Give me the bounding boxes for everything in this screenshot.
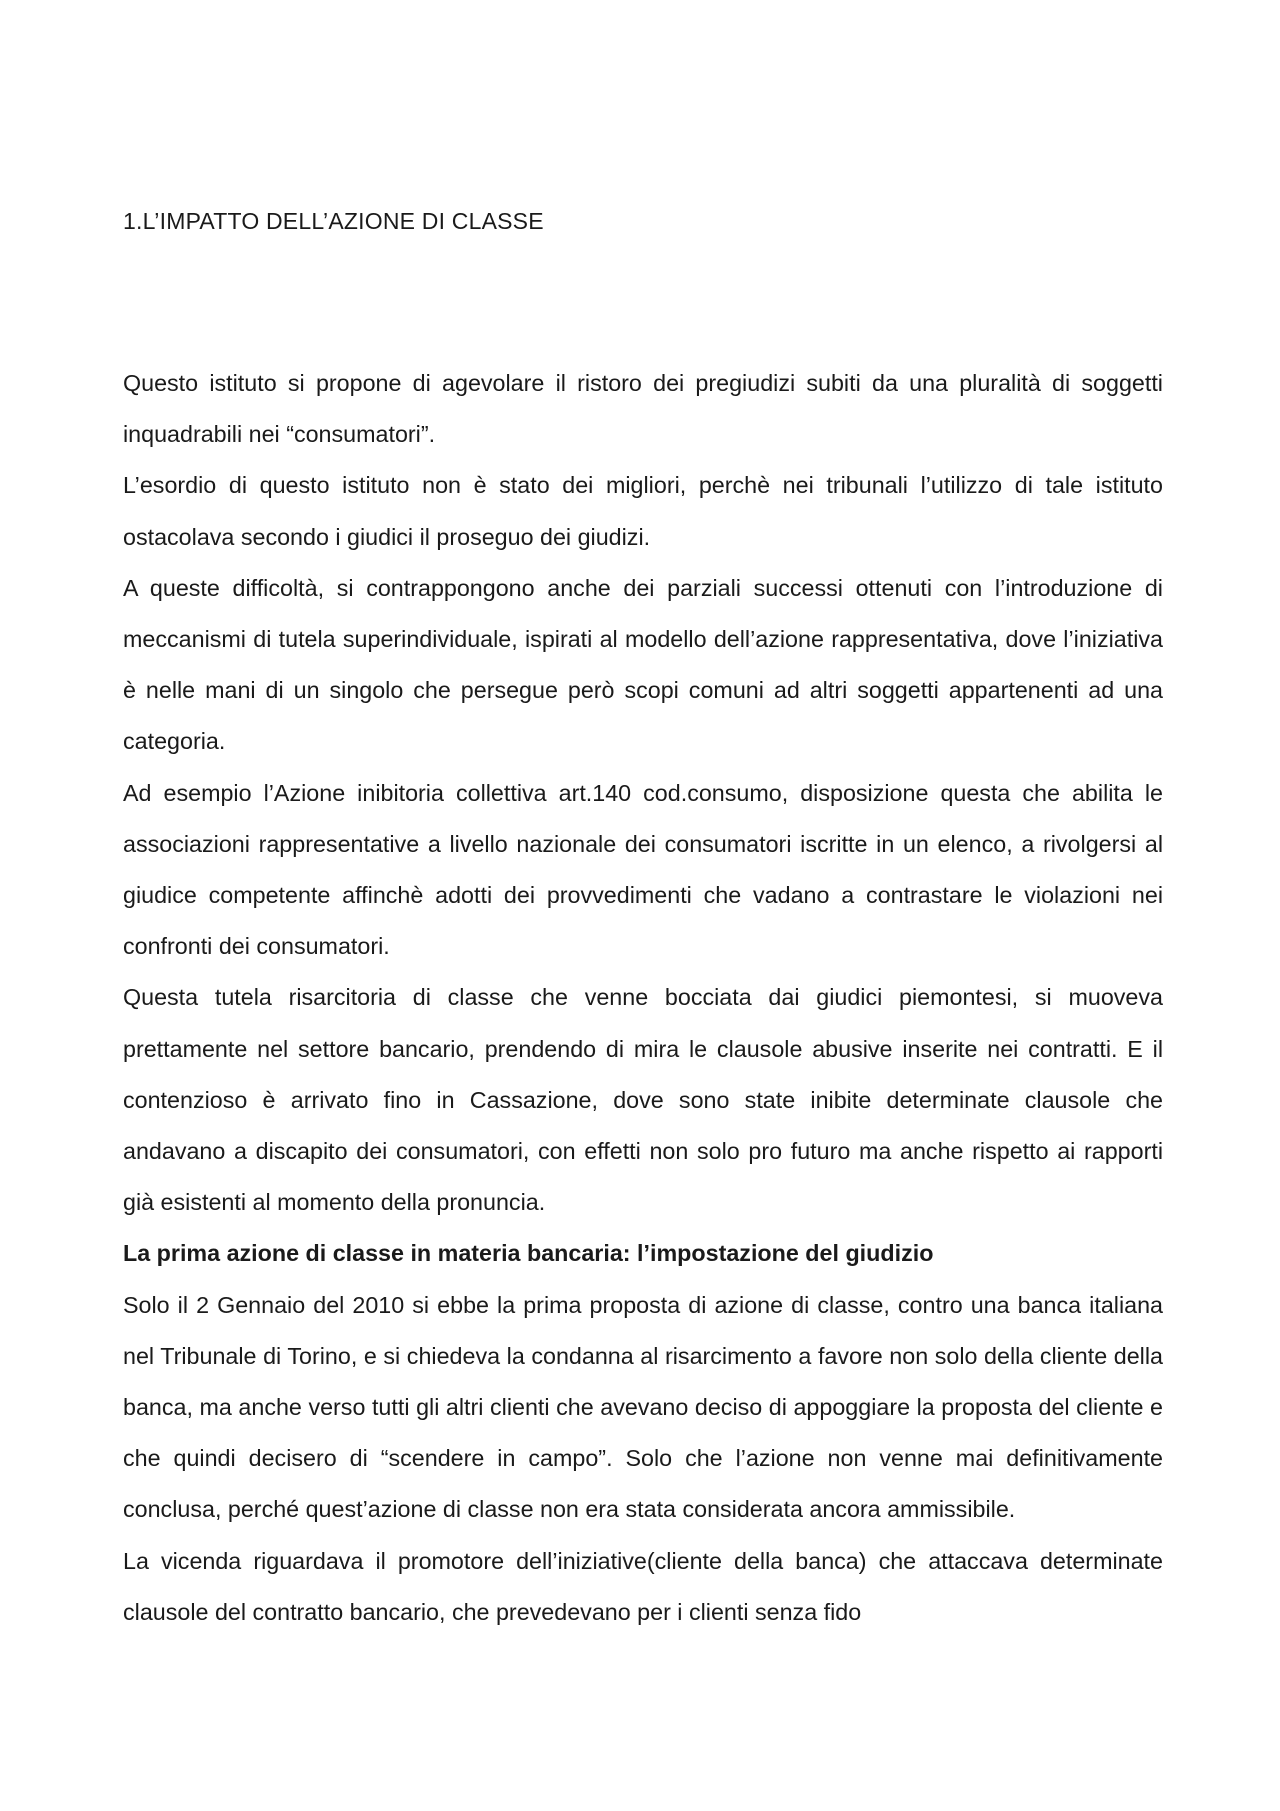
paragraph-esordio: L’esordio di questo istituto non è stato dei migliori, perchè nei tribunali l’utilizzo di tale istituto ostacolava secondo i giudici il proseguo dei giudizi. bbox=[123, 472, 1163, 550]
paragraph-vicenda: La vicenda riguardava il promotore dell’iniziative(cliente della banca) che attaccava determinate clausole del contratto bancario, che prevedevano per i clienti senza fido bbox=[123, 1547, 1163, 1625]
paragraph-prima-azione: Solo il 2 Gennaio del 2010 si ebbe la prima proposta di azione di classe, contro una banca italiana nel Tribunale di Torino, e si chiedeva la condanna al risarcimento a favore non solo della cliente della banca, ma anche verso tutti gli altri clienti che avevano deciso di appoggiare la proposta del cliente e che quindi decisero di “scendere in campo”. Solo che l’azione non venne mai definitivamente conclusa, perché quest’azione di classe non era stata considerata ancora ammissibile. bbox=[123, 1291, 1163, 1523]
paragraph-azione-inibitoria: Ad esempio l’Azione inibitoria collettiva art.140 cod.consumo, disposizione questa che abilita le associazioni rappresentative a livello nazionale dei consumatori iscritte in un elenco, a rivolgersi al giudice competente affinchè adotti dei provvedimenti che vadano a contrastare le violazioni nei confronti dei consumatori. bbox=[123, 779, 1163, 960]
paragraph-difficolta: A queste difficoltà, si contrappongono anche dei parziali successi ottenuti con l’introduzione di meccanismi di tutela superindividuale, ispirati al modello dell’azione rappresentativa, dove l’iniziativa è nelle mani di un singolo che persegue però scopi comuni ad altri soggetti appartenenti ad una categoria. bbox=[123, 574, 1163, 755]
paragraph-tutela-risarcitoria: Questa tutela risarcitoria di classe che venne bocciata dai giudici piemontesi, si muoveva prettamente nel settore bancario, prendendo di mira le clausole abusive inserite nei contratti. E il contenzioso è arrivato fino in Cassazione, dove sono state inibite determinate clausole che andavano a discapito dei consumatori, con effetti non solo pro futuro ma anche rispetto ai rapporti già esistenti al momento della pronuncia. bbox=[123, 984, 1163, 1216]
document-title: 1.L’IMPATTO DELL’AZIONE DI CLASSE bbox=[123, 208, 544, 234]
paragraph-intro: Questo istituto si propone di agevolare il ristoro dei pregiudizi subiti da una pluralità di soggetti inquadrabili nei “consumatori”. bbox=[123, 370, 1163, 448]
section-heading: La prima azione di classe in materia bancaria: l’impostazione del giudizio bbox=[123, 1240, 934, 1267]
document-body bbox=[123, 358, 1163, 1638]
